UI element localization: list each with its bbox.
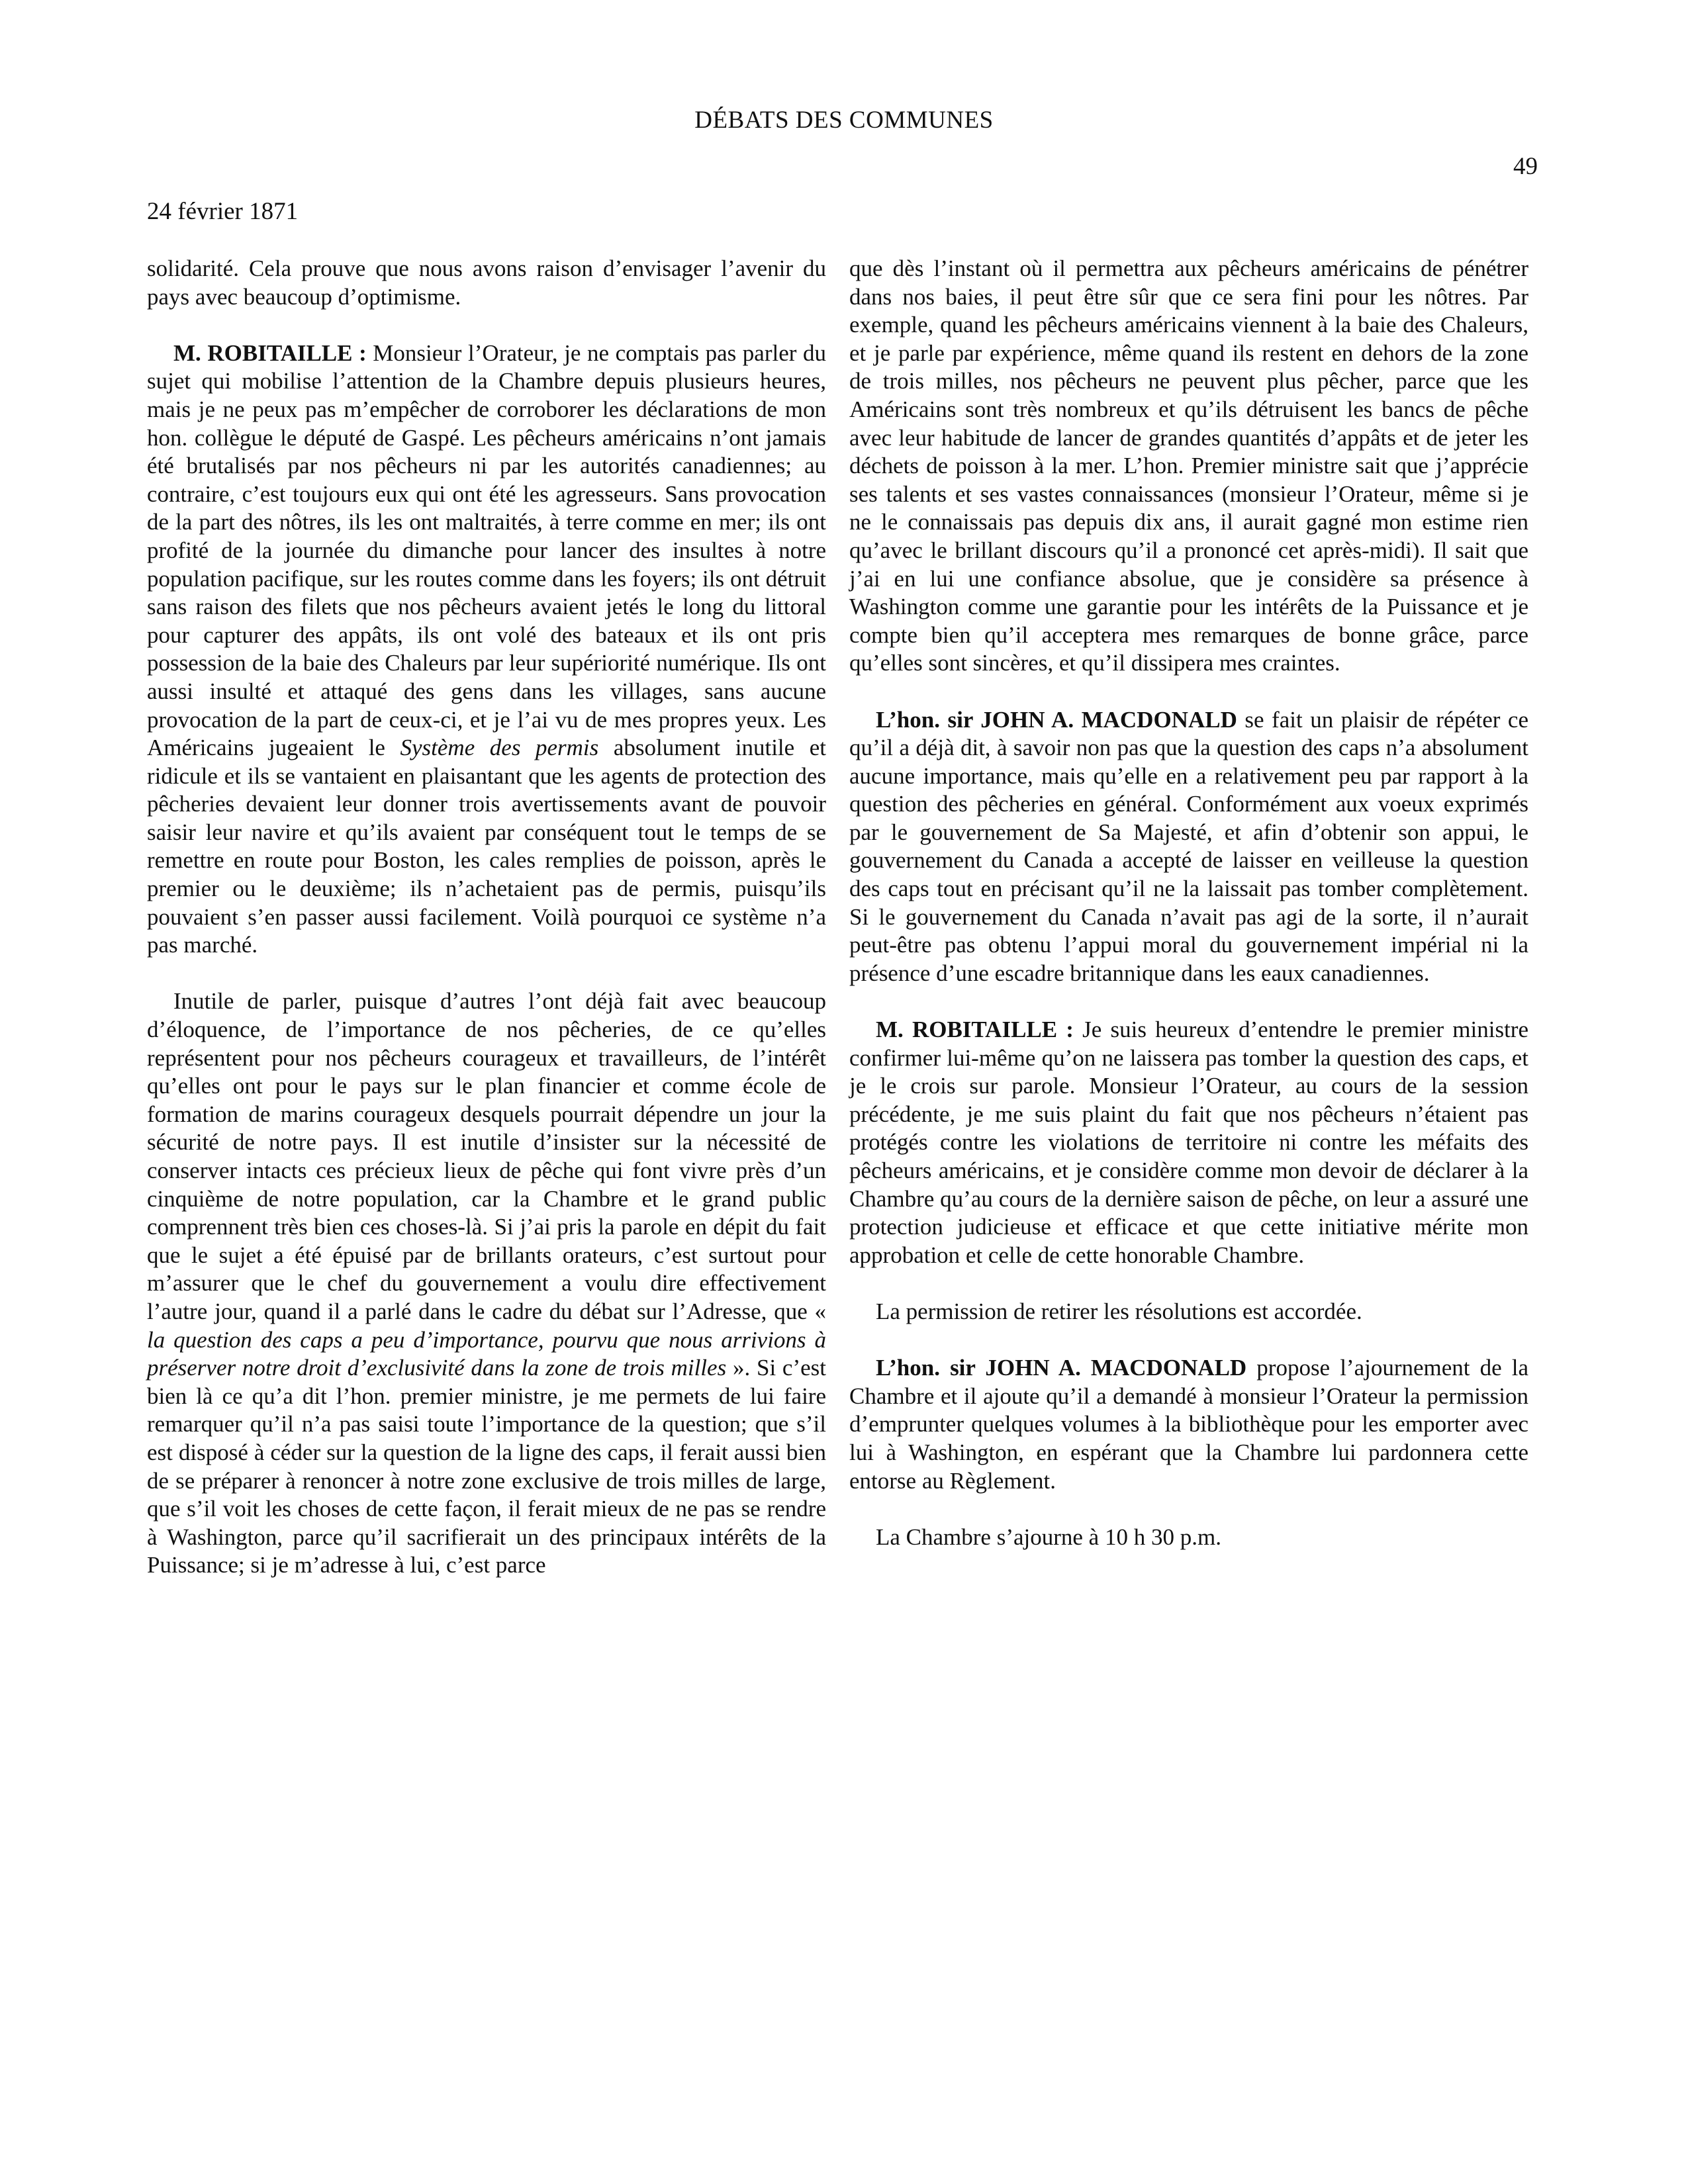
speaker-name: L’hon. sir JOHN A. MACDONALD xyxy=(876,706,1237,733)
right-column xyxy=(849,255,1528,1580)
speaker-name: M. ROBITAILLE : xyxy=(876,1017,1074,1043)
paragraph-robitaille-continued xyxy=(147,987,826,1579)
sitting-date: 24 février 1871 xyxy=(147,198,299,225)
paragraph-continuation: solidarité. Cela prouve que nous avons raison d’envisager l’avenir du pays avec beaucoup d’optimisme. xyxy=(147,255,826,310)
paragraph-resolution-note: La permission de retirer les résolutions est accordée. xyxy=(876,1298,1362,1324)
paragraph-macdonald-adjournment xyxy=(849,1354,1528,1495)
paragraph-robitaille-speech xyxy=(147,340,826,960)
paragraph-robitaille-reply xyxy=(849,1016,1528,1269)
left-column xyxy=(147,255,826,1608)
speech-text: absolument inutile et ridicule et ils se vantaient en plaisantant que les agents de protection des pêcheries devaient leur donner trois avertissements avant de pouvoir saisir leur navire et qu’ils avaient par conséquent tout le temps de se remettre en route pour Boston, les cales remplies de poisson, après le premier ou le deuxième; ils n’achetaient pas de permis, puisqu’ils pouvaient s’en passer aussi facilement. Voilà pourquoi ce système n’a pas marché. xyxy=(147,735,826,958)
speaker-name: L’hon. sir JOHN A. MACDONALD xyxy=(876,1355,1247,1381)
paragraph-continuation: que dès l’instant où il permettra aux pêcheurs américains de pénétrer dans nos baies, il peut être sûr que ce sera fini pour les nôtres. Par exemple, quand les pêcheurs américains viennent à la baie des Chaleurs, et je parle par expérience, même quand ils restent en dehors de la zone de trois milles, nos pêcheurs ne peuvent plus pêcher, parce que les Américains sont très nombreux et qu’ils détruisent les bancs de pêche avec leur habitude de lancer de grandes quantités d’appâts et de jeter les déchets de poisson à la mer. L’hon. Premier ministre sait que j’apprécie ses talents et ses vastes connaissances (monsieur l’Orateur, même si je ne le connaissais pas depuis dix ans, il aurait gagné mon estime rien qu’avec le brillant discours qu’il a prononcé cet après-midi). Il sait que j’ai en lui une confiance absolue, que je considère sa présence à Washington comme une garantie pour les intérêts de la Puissance et je compte bien qu’il acceptera mes remarques de bonne grâce, parce qu’elles sont sincères, et qu’il dissipera mes craintes. xyxy=(849,255,1528,676)
speech-text: ». Si c’est bien là ce qu’a dit l’hon. premier ministre, je me permets de lui faire remarquer qu’il n’a pas saisi toute l’importance de la question; que s’il est disposé à céder sur la question de la ligne des caps, il ferait aussi bien de se préparer à renoncer à notre zone exclusive de trois milles de large, que s’il voit les choses de cette façon, il ferait mieux de ne pas se rendre à Washington, parce qu’il sacrifierait un des principaux intérêts de la Puissance; si je m’adresse à lui, c’est parce xyxy=(147,1355,826,1578)
speech-text: Inutile de parler, puisque d’autres l’ont déjà fait avec beaucoup d’éloquence, de l’importance de nos pêcheries, de ce qu’elles représentent pour nos pêcheurs courageux et travailleurs, de l’intérêt qu’elles ont pour le pays sur le plan financier et comme école de formation de marins courageux desquels pourrait dépendre un jour la sécurité de notre pays. Il est inutile d’insister sur la nécessité de conserver intacts ces précieux lieux de pêche qui font vivre près d’un cinquième de notre population, car la Chambre et le grand public comprennent très bien ces choses-là. Si j’ai pris la parole en dépit du fait que le sujet a été épuisé par de brillants orateurs, c’est surtout pour m’assurer que le chef du gouvernement a voulu dire effectivement l’autre jour, quand il a parlé dans le cadre du débat sur l’Adresse, que « xyxy=(147,988,826,1324)
paragraph-macdonald-reply xyxy=(849,706,1528,988)
italic-text: Système des permis xyxy=(400,735,599,761)
speech-text: Je suis heureux d’entendre le premier ministre confirmer lui-même qu’on ne laissera pas tomber la question des caps, et je le crois sur parole. Monsieur l’Orateur, au cours de la session précédente, je me suis plaint du fait que nos pêcheurs n’étaient pas protégés contre les violations de territoire ni contre les méfaits des pêcheurs américains, et je considère comme mon devoir de déclarer à la Chambre qu’au cours de la dernière saison de pêche, on leur a assuré une protection judicieuse et efficace et que cette initiative mérite mon approbation et celle de cette honorable Chambre. xyxy=(849,1017,1528,1268)
speech-text: propose l’ajournement de la Chambre et il ajoute qu’il a demandé à monsieur l’Orateur la permission d’emprunter quelques volumes à la bibliothèque pour les emporter avec lui à Washington, en espérant que la Chambre lui pardonnera cette entorse au Règlement. xyxy=(849,1355,1528,1494)
running-title: DÉBATS DES COMMUNES xyxy=(694,107,994,134)
page-number: 49 xyxy=(1513,153,1538,180)
speech-text: Monsieur l’Orateur, je ne comptais pas parler du sujet qui mobilise l’attention de la Chambre depuis plusieurs heures, mais je ne peux pas m’empêcher de corroborer les déclarations de mon hon. collègue le député de Gaspé. Les pêcheurs américains n’ont jamais été brutalisés par nos pêcheurs ni par les autorités canadiennes; au contraire, c’est toujours eux qui ont été les agresseurs. Sans provocation de la part des nôtres, ils les ont maltraités, à terre comme en mer; ils ont profité de la journée du dimanche pour lancer des insultes à notre population pacifique, sur les routes comme dans les foyers; ils ont détruit sans raison des filets que nos pêcheurs avaient jetés le long du littoral pour capturer des appâts, ils ont volé des bateaux et ils ont pris possession de la baie des Chaleurs par leur supériorité numérique. Ils ont aussi insulté et attaqué des gens dans les villages, sans aucune provocation de la part de ceux-ci, et je l’ai vu de mes propres yeux. Les Américains jugeaient le xyxy=(147,340,826,761)
speaker-name: M. ROBITAILLE : xyxy=(173,340,367,366)
italic-quote: la question des caps a peu d’importance, pourvu que nous arrivions à préserver notre droit d’exclusivité dans la zone de trois milles xyxy=(147,1326,826,1381)
paragraph-adjournment: La Chambre s’ajourne à 10 h 30 p.m. xyxy=(876,1524,1221,1550)
speech-text: se fait un plaisir de répéter ce qu’il a déjà dit, à savoir non pas que la question des caps n’a absolument aucune importance, mais qu’elle en a relativement peu par rapport à la question des pêcheries en général. Conformément aux voeux exprimés par le gouvernement de Sa Majesté, et afin d’obtenir son appui, le gouvernement du Canada a accepté de laisser en veilleuse la question des caps tout en précisant qu’il ne la laissait pas tomber complètement. Si le gouvernement du Canada n’avait pas agi de la sorte, il n’aurait peut-être pas obtenu l’appui moral du gouvernement impérial ni la présence d’une escadre britannique dans les eaux canadiennes. xyxy=(849,706,1528,986)
